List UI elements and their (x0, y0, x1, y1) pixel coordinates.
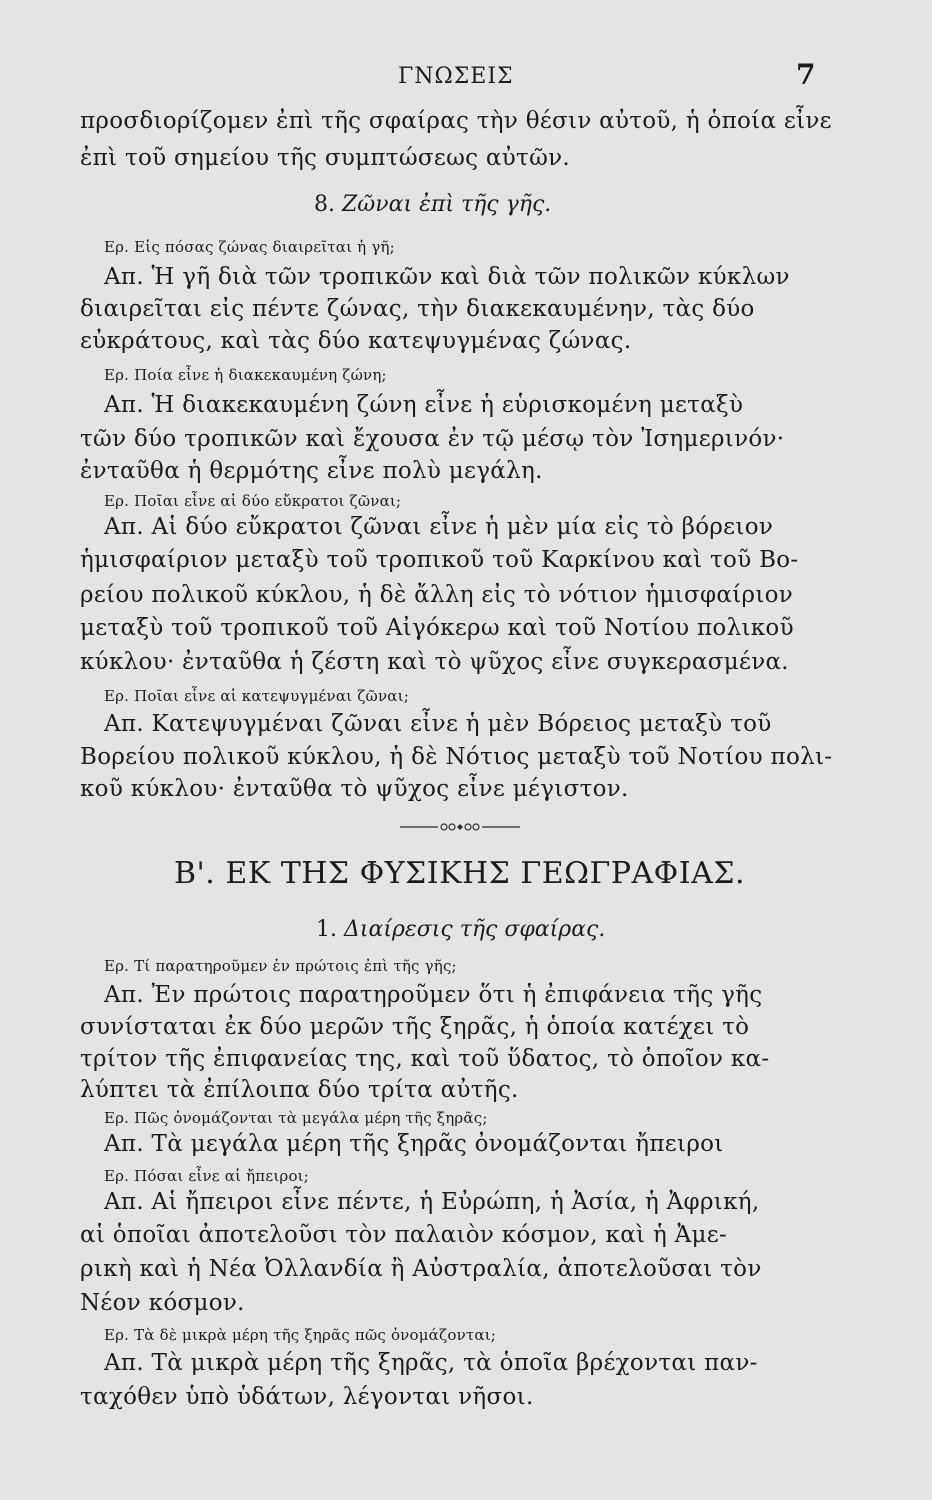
answer-line: Απ. Ἡ γῆ διὰ τῶν τροπικῶν καὶ διὰ τῶν πολικῶν κύκλων (104, 264, 790, 290)
question: Ερ. Τὰ δὲ μικρὰ μέρη τῆς ξηρᾶς πῶς ὀνομάζονται; (104, 1326, 497, 1344)
section-heading (316, 917, 605, 942)
text-line: προσδιορίζομεν ἐπὶ τῆς σφαίρας τὴν θέσιν αὐτοῦ, ἡ ὁποία εἶνε (80, 108, 832, 134)
answer-line: μεταξὺ τοῦ τροπικοῦ τοῦ Αἰγόκερω καὶ τοῦ Νοτίου πολικοῦ (80, 615, 794, 641)
question: Ερ. Τί παρατηροῦμεν ἐν πρώτοις ἐπὶ τῆς γῆς; (104, 957, 457, 975)
page-number: 7 (796, 58, 816, 91)
answer-line: αἱ ὁποῖαι ἀποτελοῦσι τὸν παλαιὸν κόσμον, καὶ ἡ Ἀμε- (80, 1222, 728, 1248)
answer-line: Απ. Αἱ δύο εὔκρατοι ζῶναι εἶνε ἡ μὲν μία εἰς τὸ βόρειον (104, 514, 774, 540)
answer-line: Απ. Ἡ διακεκαυμένη ζώνη εἶνε ἡ εὑρισκομένη μεταξὺ (104, 392, 744, 418)
answer-line: τρίτον τῆς ἐπιφανείας της, καὶ τοῦ ὕδατος, τὸ ὁποῖον κα- (80, 1046, 770, 1072)
answer-line: ταχόθεν ὑπὸ ὑδάτων, λέγονται νῆσοι. (80, 1384, 534, 1410)
answer-line: Απ. Τὰ μικρὰ μέρη τῆς ξηρᾶς, τὰ ὁποῖα βρέχονται παν- (104, 1350, 758, 1376)
answer-line: κοῦ κύκλου· ἐνταῦθα τὸ ψῦχος εἶνε μέγιστον. (80, 776, 629, 802)
ornament-divider (400, 822, 520, 832)
answer-line: ἡμισφαίριον μεταξὺ τοῦ τροπικοῦ τοῦ Καρκίνου καὶ τοῦ Βο- (80, 547, 799, 573)
answer-line: Βορείου πολικοῦ κύκλου, ἡ δὲ Νότιος μεταξὺ τοῦ Νοτίου πολι- (80, 744, 833, 770)
answer-line: κύκλου· ἐνταῦθα ἡ ζέστη καὶ τὸ ψῦχος εἶνε συγκερασμένα. (80, 649, 789, 675)
chapter-heading: Β'. ΕΚ ΤΗΣ ΦΥΣΙΚΗΣ ΓΕΩΓΡΑΦΙΑΣ. (174, 856, 746, 891)
question: Ερ. Ποία εἶνε ἡ διακεκαυμένη ζώνη; (104, 366, 387, 384)
question: Ερ. Ποῖαι εἶνε αἱ δύο εὔκρατοι ζῶναι; (104, 492, 402, 510)
answer-line: ρικὴ καὶ ἡ Νέα Ὀλλανδία ἢ Αὐστραλία, ἀποτελοῦσαι τὸν (80, 1256, 762, 1282)
section-number: 8. (314, 192, 335, 217)
answer-line: συνίσταται ἐκ δύο μερῶν τῆς ξηρᾶς, ἡ ὁποία κατέχει τὸ (80, 1014, 750, 1040)
answer-line: Απ. Ἐν πρώτοις παρατηροῦμεν ὅτι ἡ ἐπιφάνεια τῆς γῆς (104, 982, 763, 1008)
section-number: 1. (316, 917, 337, 942)
question: Ερ. Πῶς ὀνομάζονται τὰ μεγάλα μέρη τῆς ξηρᾶς; (104, 1109, 488, 1127)
question: Ερ. Εἰς πόσας ζώνας διαιρεῖται ἡ γῆ; (104, 238, 395, 256)
section-title: Ζῶναι ἐπὶ τῆς γῆς. (342, 192, 552, 217)
question: Ερ. Πόσαι εἶνε αἱ ἤπειροι; (104, 1167, 310, 1185)
answer-line: ρείου πολικοῦ κύκλου, ἡ δὲ ἄλλη εἰς τὸ νότιον ἡμισφαίριον (80, 582, 794, 608)
answer-line: τῶν δύο τροπικῶν καὶ ἔχουσα ἐν τῷ μέσῳ τὸν Ἰσημερινόν· (80, 426, 785, 452)
section-heading (314, 192, 551, 217)
answer-line: Απ. Τὰ μεγάλα μέρη τῆς ξηρᾶς ὀνομάζονται ἤπειροι (104, 1131, 724, 1157)
running-head: ΓΝΩΣΕΙΣ (398, 64, 514, 89)
answer-line: εὐκράτους, καὶ τὰς δύο κατεψυγμένας ζώνας. (80, 328, 632, 354)
answer-line: Νέον κόσμον. (80, 1290, 245, 1316)
answer-line: ἐνταῦθα ἡ θερμότης εἶνε πολὺ μεγάλη. (80, 458, 543, 484)
answer-line: Απ. Κατεψυγμέναι ζῶναι εἶνε ἡ μὲν Βόρειος μεταξὺ τοῦ (104, 711, 772, 737)
answer-line: Απ. Αἱ ἤπειροι εἶνε πέντε, ἡ Εὐρώπη, ἡ Ἀσία, ἡ Ἀφρική, (104, 1189, 760, 1215)
text-line: ἐπὶ τοῦ σημείου τῆς συμπτώσεως αὐτῶν. (80, 145, 571, 171)
answer-line: διαιρεῖται εἰς πέντε ζώνας, τὴν διακεκαυμένην, τὰς δύο (80, 296, 755, 322)
answer-line: λύπτει τὰ ἐπίλοιπα δύο τρίτα αὐτῆς. (80, 1077, 519, 1103)
section-title: Διαίρεσις τῆς σφαίρας. (344, 917, 606, 942)
question: Ερ. Ποῖαι εἶνε αἱ κατεψυγμέναι ζῶναι; (104, 687, 409, 705)
